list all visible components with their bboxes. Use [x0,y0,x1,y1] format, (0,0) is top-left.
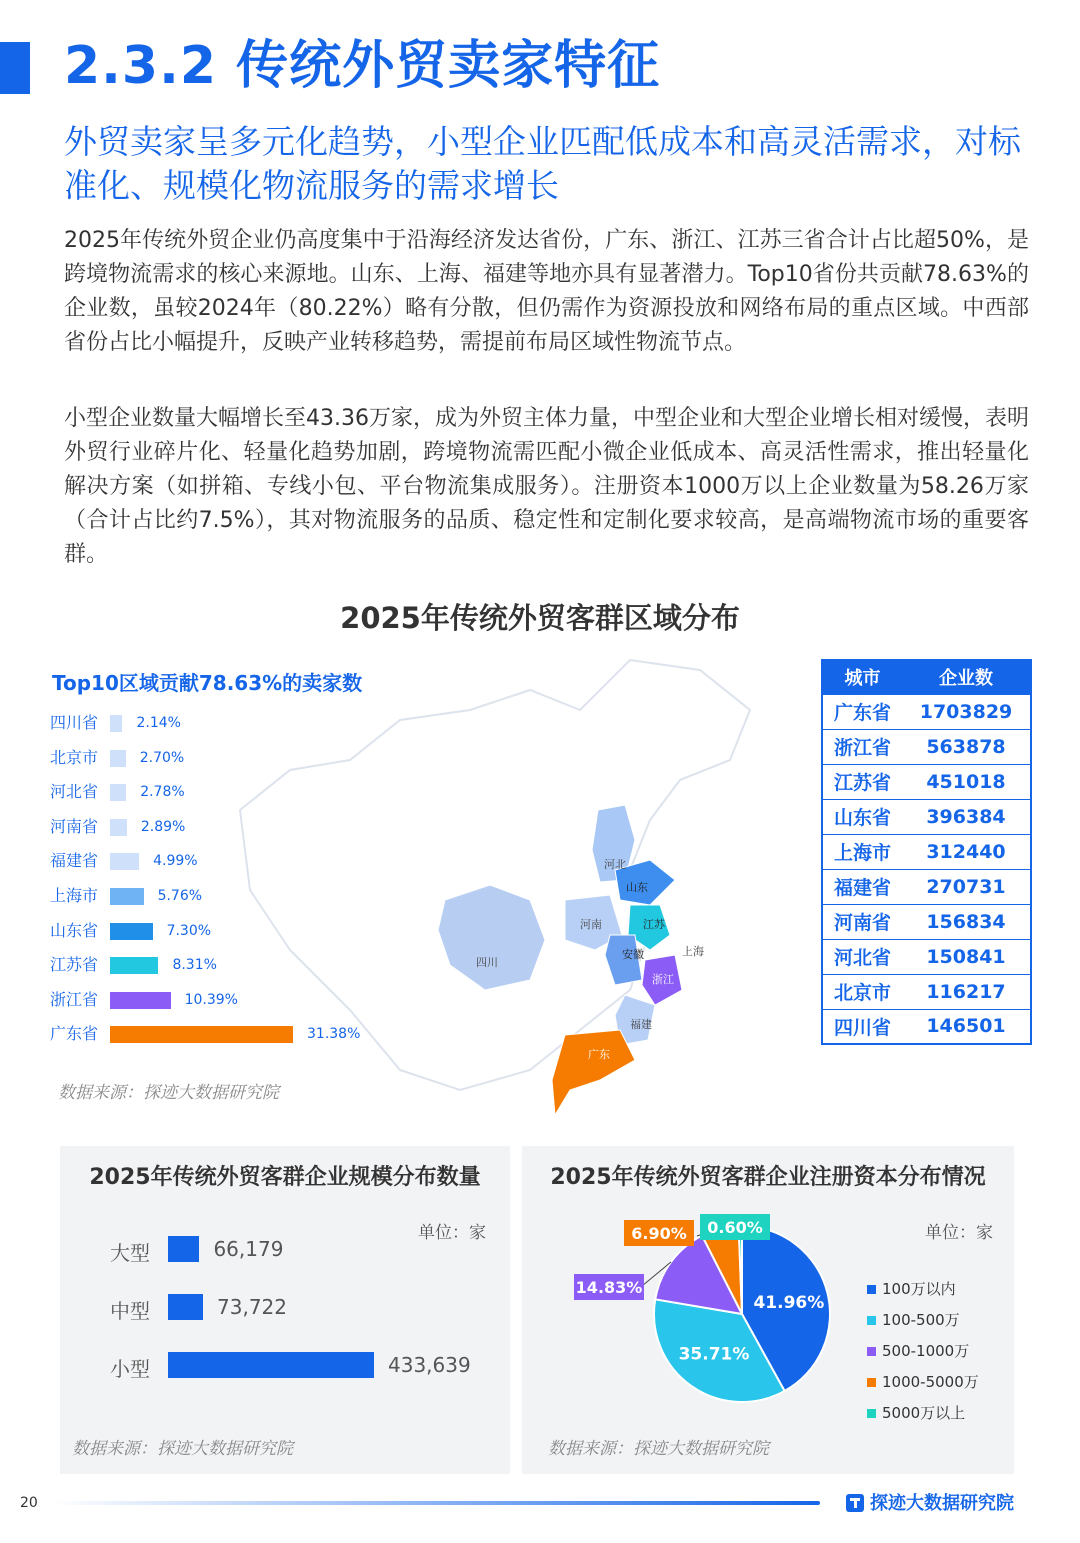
region-bar [110,853,139,870]
region-bar-value: 2.14% [136,715,181,731]
city-table-body [822,694,1031,1044]
capital-source: 数据来源：探迹大数据研究院 [548,1439,769,1459]
region-bar-label: 山东省 [50,920,99,940]
region-bar-value: 31.38% [307,1026,361,1043]
legend-label: 1000-5000万 [882,1373,979,1391]
scale-bar-value: 66,179 [213,1237,284,1261]
legend-item [867,1340,969,1361]
region-bar [110,888,144,905]
legend-swatch [867,1347,876,1356]
region-guangdong [552,1030,635,1115]
table-cell-city: 四川省 [822,1009,902,1044]
region-bar [110,784,126,801]
page-title: 2.3.2 传统外贸卖家特征 [64,36,661,96]
map-label-anhui: 安徽 [622,948,644,961]
china-map [230,650,790,1130]
scale-panel-title: 2025年传统外贸客群企业规模分布数量 [89,1165,481,1190]
region-bar-label: 浙江省 [50,989,99,1009]
legend-label: 500-1000万 [882,1342,970,1360]
table-row [822,1009,1031,1044]
table-row [822,799,1031,834]
table-cell-city: 江苏省 [822,764,902,799]
map-label-shanghai: 上海 [682,945,704,958]
table-row [822,694,1031,729]
region-bar-label: 江苏省 [50,955,99,975]
table-cell-city: 福建省 [822,869,902,904]
legend-label: 100-500万 [882,1311,960,1329]
legend-swatch [867,1285,876,1294]
legend-item [867,1402,965,1423]
page-subtitle: 外贸卖家呈多元化趋势，小型企业匹配低成本和高灵活需求，对标准化、规模化物流服务的需求增长 [64,122,1021,205]
region-chart-title: 2025年传统外贸客群区域分布 [340,601,740,635]
table-cell-city: 山东省 [822,799,902,834]
table-row [822,974,1031,1009]
map-label-zhejiang: 浙江 [652,973,674,986]
capital-unit: 单位：家 [925,1223,993,1243]
region-bar-label: 河北省 [50,782,99,802]
scale-bar-label: 大型 [110,1241,150,1265]
footer-brand-name: 探迹大数据研究院 [870,1493,1014,1514]
region-source: 数据来源：探迹大数据研究院 [58,1083,279,1103]
scale-bar-value: 433,639 [388,1353,471,1377]
table-cell-count: 396384 [902,799,1031,834]
region-bar [110,819,127,836]
map-label-jiangsu: 江苏 [643,918,665,931]
legend-swatch [867,1316,876,1325]
table-cell-city: 广东省 [822,694,902,729]
table-cell-city: 浙江省 [822,729,902,764]
city-table [821,659,1032,1045]
body-paragraph-2: 小型企业数量大幅增长至43.36万家，成为外贸主体力量，中型企业和大型企业增长相对缓慢，表明外贸行业碎片化、轻量化趋势加剧，跨境物流需匹配小微企业低成本、高灵活性需求，推出轻量化解决方案（如拼箱、专线小包、平台物流集成服务）。注册资本1000万以上企业数量为58.26万家（合计占比约7.5%），其对物流服务的品质、稳定性和定制化要求较高，是高端物流市场的重要客群。 [64,406,1029,567]
scale-bar [168,1236,199,1262]
region-bar-value: 2.70% [139,749,185,766]
table-cell-count: 312440 [902,834,1031,869]
legend-label: 5000万以上 [882,1404,966,1422]
china-outline [240,660,750,1090]
pie-callout-label: 0.60% [707,1218,763,1237]
table-cell-count: 451018 [902,764,1031,799]
table-cell-count: 1703829 [902,694,1031,729]
scale-source: 数据来源：探迹大数据研究院 [72,1439,293,1459]
region-bar [110,957,158,974]
region-bar-value: 5.76% [157,888,203,904]
region-bar-value: 10.39% [184,991,238,1008]
pie-callout-label: 14.83% [575,1278,643,1297]
region-bar-label: 北京市 [50,747,99,767]
region-bar-label: 广东省 [50,1024,99,1044]
table-cell-city: 北京市 [822,974,902,1009]
page-number: 20 [20,1495,38,1511]
scale-bar-label: 小型 [110,1357,150,1381]
pie-slice-label: 41.96% [753,1292,825,1313]
table-cell-count: 146501 [902,1009,1031,1044]
table-cell-city: 上海市 [822,834,902,869]
table-header-city: 城市 [822,660,902,694]
scale-bar-label: 中型 [110,1299,150,1323]
table-cell-city: 河南省 [822,904,902,939]
table-cell-count: 150841 [902,939,1031,974]
scale-panel [60,1146,510,1474]
table-cell-count: 270731 [902,869,1031,904]
table-cell-count: 563878 [902,729,1031,764]
scale-bar-value: 73,722 [217,1295,287,1319]
region-bar [110,715,122,732]
region-bar-value: 4.99% [153,853,198,870]
region-bar-value: 7.30% [166,922,212,939]
pie-slice-label: 35.71% [678,1344,750,1365]
footer-divider [50,1501,820,1505]
title-accent-bar [0,42,30,94]
body-paragraph-1: 2025年传统外贸企业仍高度集中于沿海经济发达省份，广东、浙江、江苏三省合计占比超50%，是跨境物流需求的核心来源地。山东、上海、福建等地亦具有显著潜力。Top10省份共贡献78.63%的企业数，虽较2024年（80.22%）略有分散，但仍需作为资源投放和网络布局的重点区域。中西部省份占比小幅提升，反映产业转移趋势，需提前布局区域性物流节点。 [64,228,1029,355]
map-label-shandong: 山东 [626,881,648,894]
table-row [822,729,1031,764]
pie-callout-label: 6.90% [631,1224,687,1243]
scale-bar [168,1294,203,1320]
table-cell-count: 156834 [902,904,1031,939]
region-bar [110,923,153,940]
table-row [822,904,1031,939]
table-row [822,764,1031,799]
region-bar [110,992,171,1009]
table-row [822,869,1031,904]
map-label-hebei: 河北 [604,858,626,871]
table-row [822,939,1031,974]
legend-item [867,1371,979,1392]
region-bar-label: 四川省 [50,713,99,732]
region-bar-value: 2.89% [140,818,186,835]
map-label-sichuan: 四川 [476,956,498,969]
region-bar-label: 上海市 [50,886,99,905]
map-label-fujian: 福建 [630,1018,652,1031]
top10-bar-title: Top10区域贡献78.63%的卖家数 [52,671,363,695]
legend-label: 100万以内 [882,1280,956,1298]
region-bar [110,750,126,767]
legend-swatch [867,1409,876,1418]
scale-unit: 单位：家 [418,1223,486,1243]
scale-bar [168,1352,374,1378]
legend-item [867,1309,960,1330]
table-header-count: 企业数 [902,660,1031,694]
region-bar-label: 河南省 [50,816,99,836]
region-bar-value: 8.31% [172,957,217,974]
map-label-guangdong: 广东 [588,1048,610,1061]
legend-swatch [867,1378,876,1387]
map-label-henan: 河南 [580,918,602,931]
table-row [822,834,1031,869]
table-header-row [822,660,1031,694]
capital-panel-title: 2025年传统外贸客群企业注册资本分布情况 [550,1165,986,1190]
brand-logo-icon [846,1494,864,1512]
legend-item [867,1278,956,1299]
capital-panel [522,1146,1014,1474]
table-cell-count: 116217 [902,974,1031,1009]
footer-brand [846,1489,1014,1515]
region-bar-label: 福建省 [50,851,99,871]
table-cell-city: 河北省 [822,939,902,974]
region-bar-value: 2.78% [140,784,185,801]
